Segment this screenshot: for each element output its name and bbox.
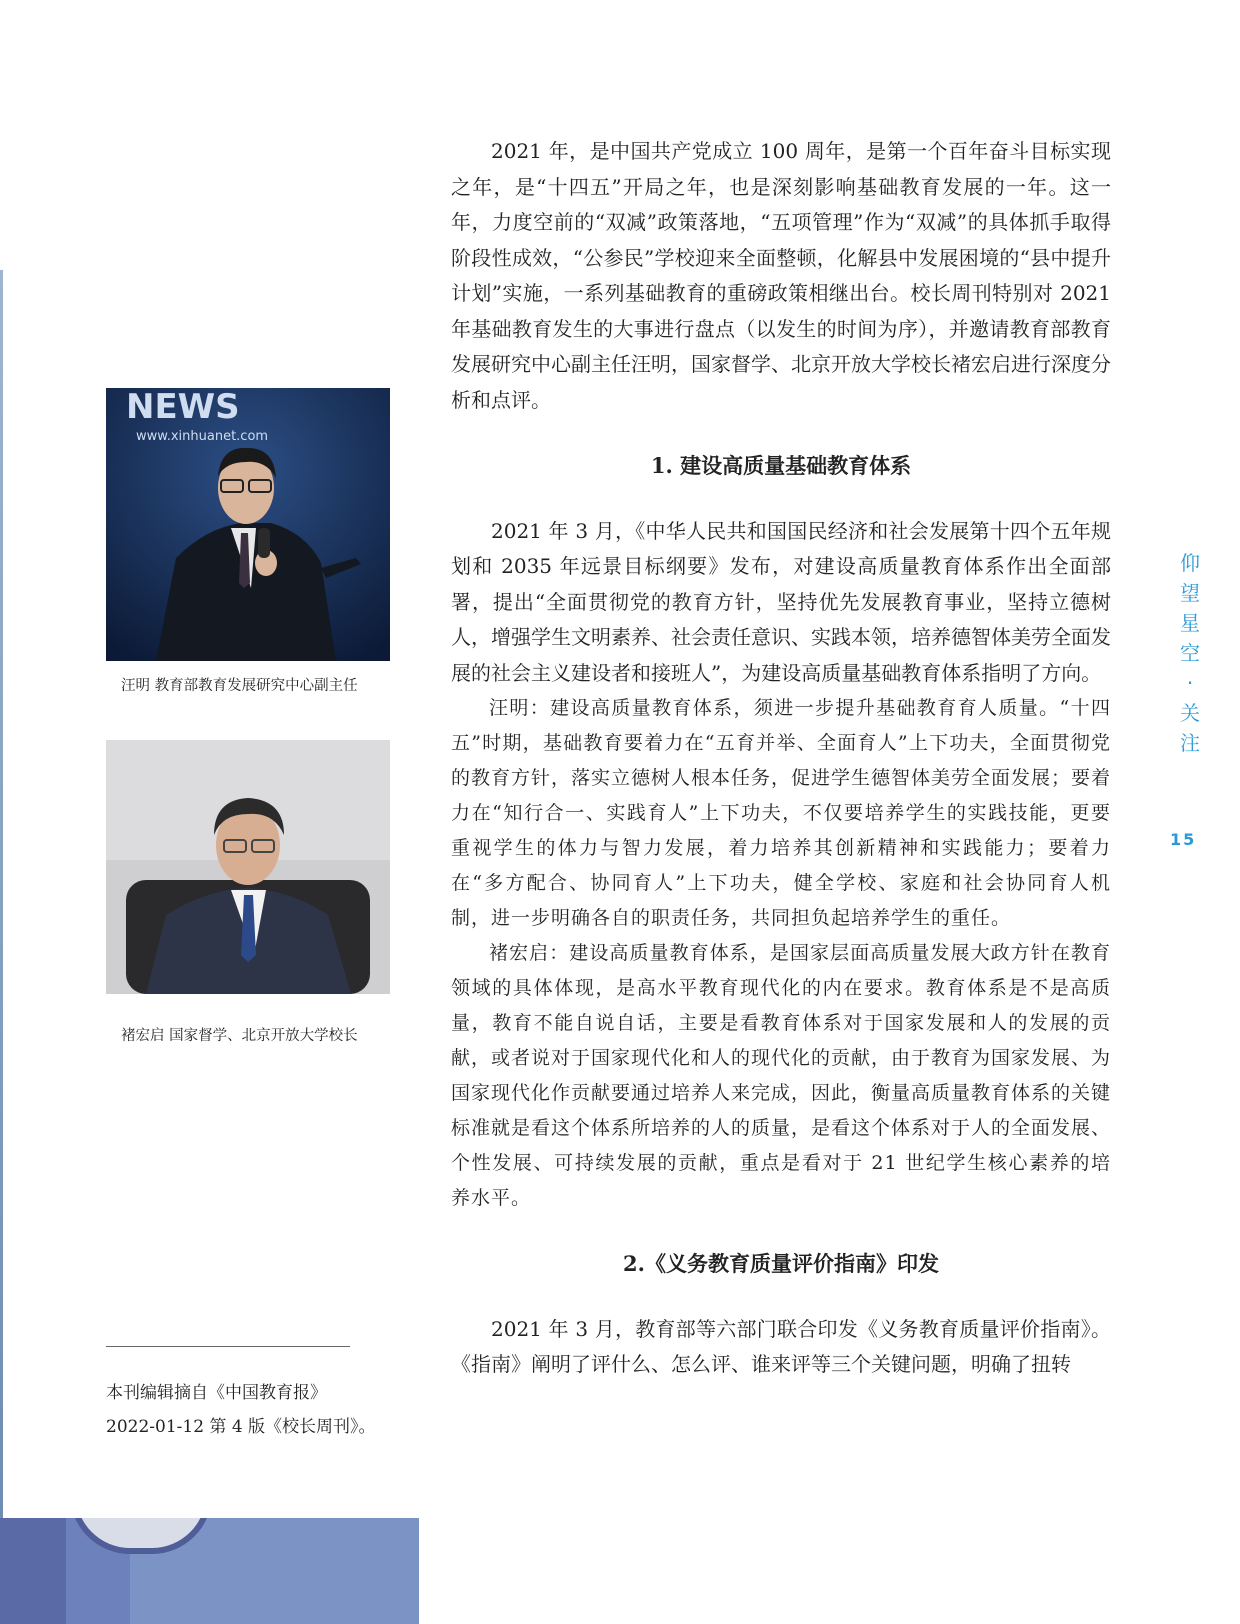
source-note-line-1: 本刊编辑摘自《中国教育报》 [106,1383,327,1403]
source-divider [106,1346,350,1347]
photo-caption-chu-hongqi: 褚宏启 国家督学、北京开放大学校长 [121,1028,358,1044]
left-edge-strip [0,270,3,1520]
article-body [451,134,1111,1383]
section-1-paragraph: 2021 年 3 月，《中华人民共和国国民经济和社会发展第十四个五年规划和 2035 年远景目标纲要》发布，对建设高质量教育体系作出全面部署，提出“全面贯彻党的教育方针，坚持优先发展教育事业，坚持立德树人，增强学生文明素养、社会责任意识、实践本领，培养德智体美劳全面发展的社会主义建设者和接班人”，为建设高质量基础教育体系指明了方向。 [451,518,1111,685]
section-side-label [1176,548,1204,758]
side-label-char: · [1186,671,1194,695]
intro-paragraph: 2021 年，是中国共产党成立 100 周年，是第一个百年奋斗目标实现之年，是“十四五”开局之年，也是深刻影响基础教育发展的一年。这一年，力度空前的“双减”政策落地，“五项管理”作为“双减”的具体抓手取得阶段性成效，“公参民”学校迎来全面整顿，化解县中发展困境的“县中提升计划”实施，一系列基础教育的重磅政策相继出台。校长周刊特别对 2021 年基础教育发生的大事进行盘点（以发生的时间为序），并邀请教育部教育发展研究中心副主任汪明，国家督学、北京开放大学校长褚宏启进行深度分析和点评。 [451,139,1111,412]
side-label-char: 望 [1180,581,1200,605]
page-number: 15 [1170,830,1197,849]
wang-ming-comment: 汪明：建设高质量教育体系，须进一步提升基础教育育人质量。“十四五”时期，基础教育要着力在“五育并举、全面育人”上下功夫，全面贯彻党的教育方针，落实立德树人根本任务，促进学生德智体美劳全面发展；要着力在“知行合一、实践育人”上下功夫，不仅要培养学生的实践技能，更要重视学生的体力与智力发展，着力培养其创新精神和实践能力；要着力在“多方配合、协同育人”上下功夫，健全学校、家庭和社会协同育人机制，进一步明确各自的职责任务，共同担负起培养学生的重任。 [451,697,1112,929]
decorative-stripe-dark [0,1518,66,1624]
side-label-char: 关 [1180,701,1200,725]
source-note [106,1376,376,1444]
side-label-char: 星 [1180,611,1200,635]
photo-caption-wang-ming: 汪明 教育部教育发展研究中心副主任 [121,678,358,694]
side-label-char: 注 [1180,731,1200,755]
section-2-paragraph: 2021 年 3 月，教育部等六部门联合印发《义务教育质量评价指南》。《指南》阐明了评什么、怎么评、谁来评等三个关键问题，明确了扭转 [451,1316,1111,1376]
side-label-char: 空 [1180,641,1200,665]
side-label-char: 仰 [1180,551,1200,575]
source-note-line-2: 2022-01-12 第 4 版《校长周刊》。 [106,1417,376,1437]
section-1-title: 1. 建设高质量基础教育体系 [650,453,912,478]
photo-chu-hongqi [106,740,390,994]
chu-hongqi-comment: 褚宏启：建设高质量教育体系，是国家层面高质量发展大政方针在教育领域的具体体现，是高水平教育现代化的内在要求。教育体系是不是高质量，教育不能自说自话，主要是看教育体系对于国家发展和人的发展的贡献，或者说对于国家现代化和人的现代化的贡献，由于教育为国家发展、为国家现代化作贡献要通过培养人来完成，因此，衡量高质量教育体系的关键标准就是看这个体系所培养的人的质量，是看这个体系对于人的全面发展、个性发展、可持续发展的贡献，重点是看对于 21 世纪学生核心素养的培养水平。 [451,942,1112,1209]
section-2-title: 2.《义务教育质量评价指南》印发 [623,1251,939,1276]
photo-wang-ming [106,388,390,661]
news-screen-text: NEWS [126,388,240,427]
xinhuanet-screen-text: www.xinhuanet.com [136,429,269,444]
decorative-bottom-block [0,1518,419,1624]
